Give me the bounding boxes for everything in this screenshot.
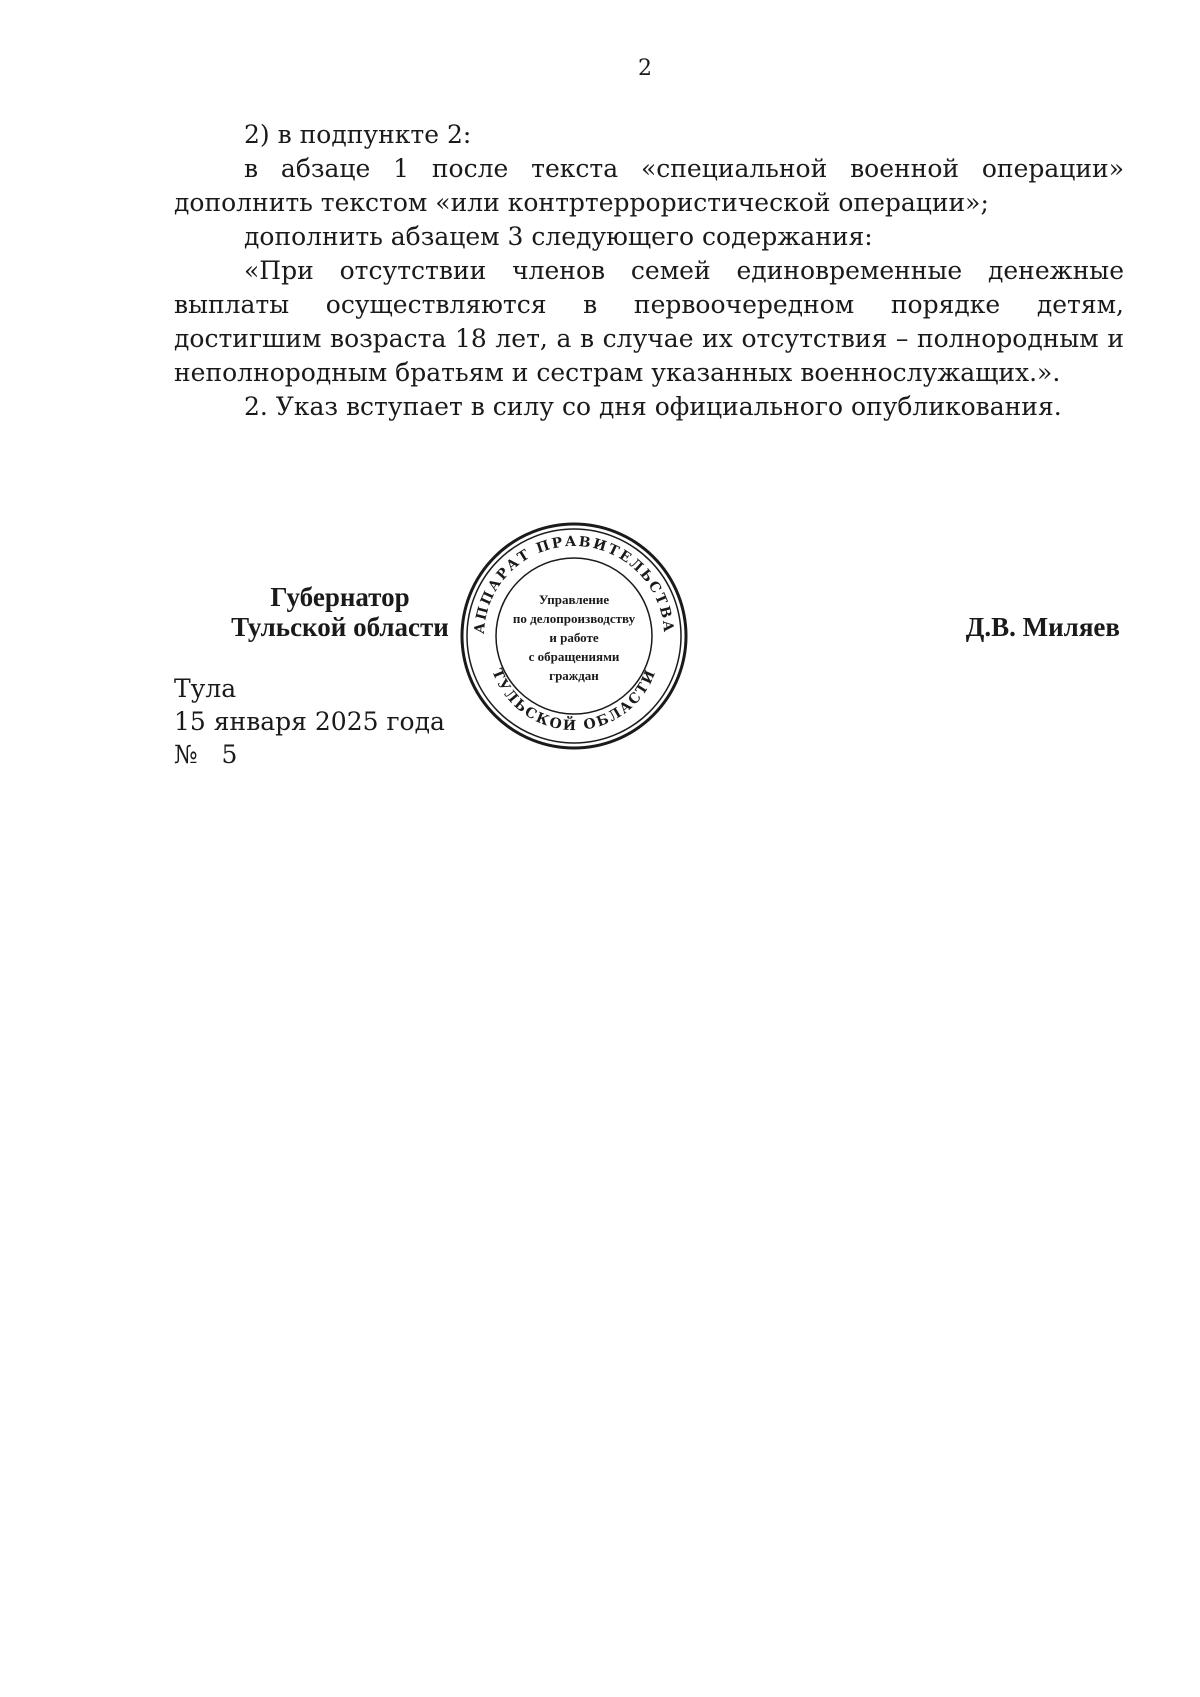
stamp-ring-top: АППАРАТ ПРАВИТЕЛЬСТВА xyxy=(471,533,677,635)
document-body xyxy=(174,118,1124,424)
official-stamp xyxy=(458,520,690,752)
document-meta xyxy=(174,672,445,771)
stamp-center-line: и работе xyxy=(549,630,599,645)
page-number: 2 xyxy=(638,56,652,81)
signatory-position-line1: Губернатор xyxy=(270,582,410,612)
stamp-center-line: граждан xyxy=(549,668,599,683)
stamp-ring-bottom: ТУЛЬСКОЙ ОБЛАСТИ xyxy=(488,666,660,735)
meta-city: Тула xyxy=(174,674,237,703)
signatory-name: Д.В. Миляев xyxy=(965,612,1120,642)
paragraph-amendment-2: дополнить абзацем 3 следующего содержания: xyxy=(244,222,873,251)
paragraph-subpoint: 2) в подпункте 2: xyxy=(244,120,472,149)
stamp-center-line: Управление xyxy=(538,592,610,607)
stamp-center-line: с обращениями xyxy=(528,649,620,664)
meta-date: 15 января 2025 года xyxy=(174,707,445,736)
paragraph-effective: 2. Указ вступает в силу со дня официального опубликования. xyxy=(244,392,1062,421)
signatory-position-line2: Тульской области xyxy=(231,612,449,642)
stamp-center-line: по делопроизводству xyxy=(512,611,636,626)
paragraph-quote: «При отсутствии членов семей единовременные денежные выплаты осуществляются в первоочередном порядке детям, достигшим возраста 18 лет, а в случае их отсутствия – полнородным и неполнородным братьям и сестрам указанных военнослужащих.». xyxy=(174,256,1124,387)
paragraph-amendment-1: в абзаце 1 после текста «специальной военной операции» дополнить текстом «или контртеррористической операции»; xyxy=(174,154,1124,217)
meta-number: № 5 xyxy=(174,740,238,769)
signatory-position xyxy=(200,582,480,642)
